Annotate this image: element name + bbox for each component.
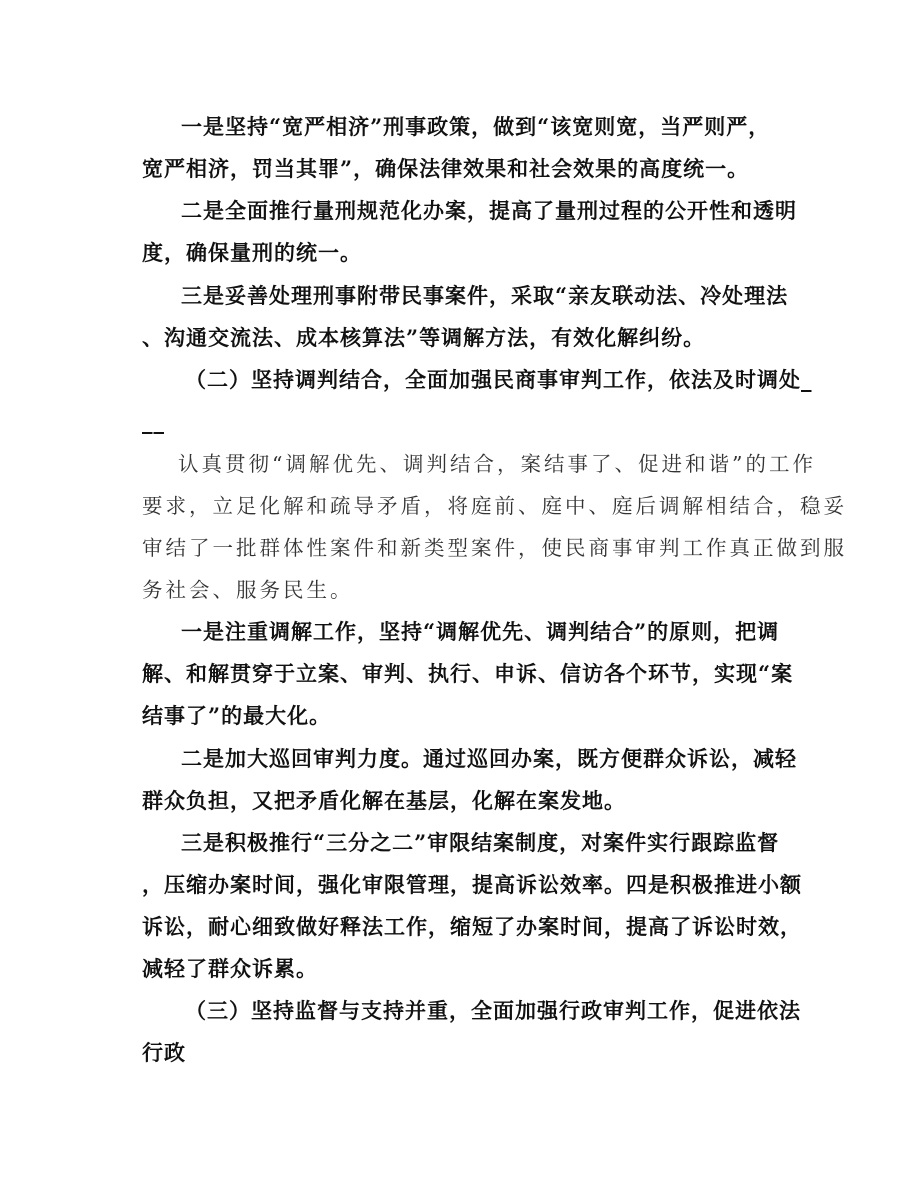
paragraph-line: 度，确保量刑的统一。 [142, 240, 362, 265]
paragraph-line: 要求，立足化解和疏导矛盾，将庭前、庭中、庭后调解相结合，稳妥 [142, 494, 847, 518]
paragraph-line: 三是妥善处理刑事附带民事案件，采取“亲友联动法、冷处理法 [181, 283, 789, 308]
paragraph-line: 、沟通交流法、成本核算法”等调解方法，有效化解纠纷。 [142, 325, 706, 350]
paragraph-line: 一是坚持“宽严相济”刑事政策，做到“该宽则宽，当严则严， [181, 114, 771, 139]
paragraph-line: 一是注重调解工作，坚持“调解优先、调判结合”的原则，把调 [181, 619, 780, 644]
section-heading-continuation: __ [142, 409, 165, 434]
paragraph-line: 二是全面推行量刑规范化办案，提高了量刑过程的公开性和透明 [181, 198, 797, 223]
paragraph-line: ，压缩办案时间，强化审限管理，提高诉讼效率。四是积极推进小额 [142, 872, 802, 897]
paragraph-line: 宽严相济，罚当其罪”，确保法律效果和社会效果的高度统一。 [142, 156, 750, 181]
paragraph-line: 群众负担，又把矛盾化解在基层，化解在案发地。 [142, 788, 626, 813]
paragraph-line: 认真贯彻“调解优先、调判结合，案结事了、促进和谐”的工作 [178, 452, 816, 476]
section-heading: （二）坚持调判结合，全面加强民商事审判工作，依法及时调处_ [185, 367, 813, 392]
paragraph-line: 减轻了群众诉累。 [142, 956, 318, 981]
paragraph-line: 二是加大巡回审判力度。通过巡回办案，既方便群众诉讼，减轻 [181, 746, 797, 771]
paragraph-line: 务社会、服务民生。 [142, 578, 354, 602]
paragraph-line: 结事了”的最大化。 [142, 703, 332, 728]
paragraph-line: 解、和解贯穿于立案、审判、执行、申诉、信访各个环节，实现“案 [142, 661, 794, 686]
section-heading: （三）坚持监督与支持并重，全面加强行政审判工作，促进依法 [185, 998, 801, 1023]
paragraph-line: 诉讼，耐心细致做好释法工作，缩短了办案时间，提高了诉讼时效， [142, 914, 802, 939]
section-heading-continuation: 行政 [142, 1040, 186, 1065]
paragraph-line: 三是积极推行“三分之二”审限结案制度，对案件实行跟踪监督 [181, 830, 780, 855]
paragraph-line: 审结了一批群体性案件和新类型案件，使民商事审判工作真正做到服 [142, 536, 847, 560]
